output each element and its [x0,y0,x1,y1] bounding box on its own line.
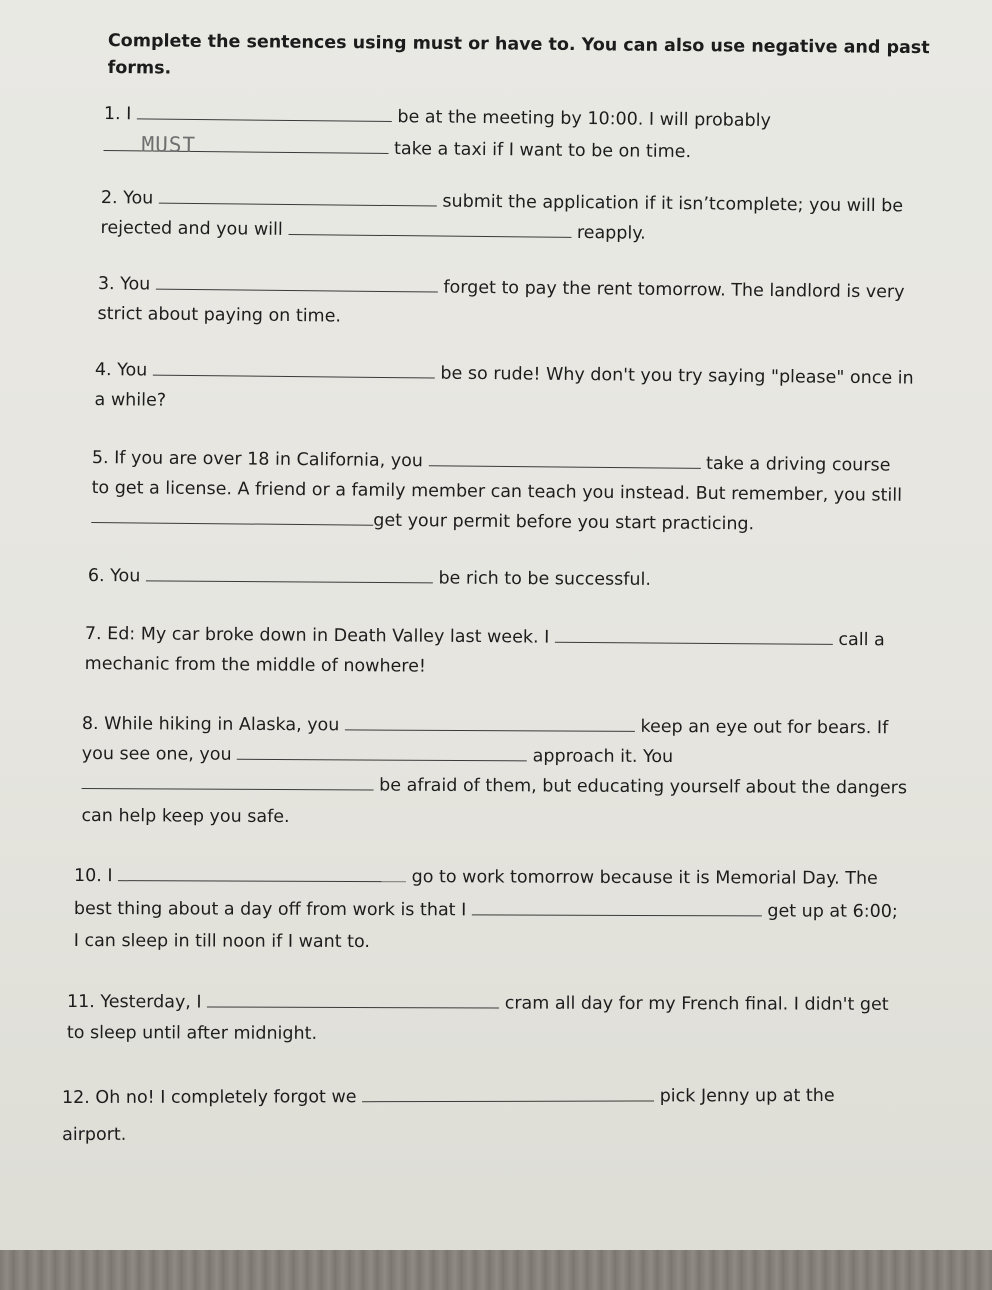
answer-blank[interactable] [118,880,406,882]
handwritten-answer: MUST [141,132,197,157]
answer-blank[interactable] [345,729,635,732]
table-surface [0,1250,992,1290]
sentence-line [101,188,903,216]
sentence-line [85,654,426,677]
sentence-text: keep an eye out for bears. If [634,716,889,739]
sentence-line [82,744,673,767]
sentence-text: approach it. You [527,746,674,768]
sentence-line [92,448,891,476]
sentence-line [85,624,885,650]
sentence-text: forget to pay the rent tomorrow. The landlord is very [437,277,905,303]
sentence-text: 11. Yesterday, I [66,992,208,1013]
sentence-text: go to work tomorrow because it is Memorial Day. The [406,867,878,889]
sentence-line [97,304,341,327]
sentence-text: 7. Ed: My car broke down in Death Valley last week. I [84,624,555,648]
sentence-line [62,1125,126,1145]
answer-blank[interactable] [146,580,433,583]
sentence-text: I can sleep in till noon if I want to. [73,930,371,953]
sentence-text: reapply. [571,222,646,244]
answer-blank[interactable] [153,375,435,379]
answer-blank[interactable] [362,1100,654,1102]
sentence-line [74,899,898,922]
sentence-text: 8. While hiking in Alaska, you [81,714,346,736]
answer-blank[interactable] [428,465,700,469]
sentence-text: take a taxi if I want to be on time. [388,138,692,163]
sentence-text: 12. Oh no! I completely forgot we [62,1087,363,1108]
sentence-text: cram all day for my French final. I didn't get [499,993,889,1015]
sentence-text: be rich to be successful. [432,568,652,590]
sentence-text: 5. If you are over 18 in California, you [91,448,429,472]
sentence-line [95,360,914,389]
sentence-text: take a driving course [700,453,891,476]
sentence-line [67,1023,317,1044]
sentence-line [100,218,645,244]
answer-blank[interactable] [555,642,833,645]
answer-blank[interactable] [91,522,373,526]
sentence-line [67,992,889,1015]
sentence-text: be at the meeting by 10:00. I will probably [391,107,772,131]
sentence-text: best thing about a day off from work is that I [73,898,472,921]
answer-blank[interactable] [207,1006,499,1008]
sentence-text: mechanic from the middle of nowhere! [84,653,427,677]
sentence-text: 3. You [97,274,156,295]
sentence-text: to get a license. A friend or a family member can teach you instead. But remember, you still [91,477,903,506]
sentence-text: 6. You [87,566,146,587]
answer-blank[interactable] [82,788,374,791]
sentence-text: get up at 6:00; [761,901,898,922]
answer-blank[interactable] [472,914,762,916]
sentence-line [98,274,905,302]
sentence-line [74,931,370,952]
sentence-line [91,508,754,534]
sentence-line [82,714,888,738]
answer-blank[interactable] [137,118,392,122]
sentence-text: 10. I [73,866,119,887]
sentence-text: call a [832,629,885,651]
sentence-text: can help keep you safe. [81,805,290,828]
sentence-line [92,478,903,506]
sentence-line [104,104,771,131]
answer-blank[interactable] [159,203,437,207]
sentence-text: pick Jenny up at the [654,1085,835,1107]
answer-blank[interactable] [288,234,571,238]
sentence-text: airport. [62,1124,127,1145]
sentence-text: strict about paying on time. [97,303,342,327]
sentence-text: rejected and you will [100,217,289,240]
sentence-line [74,866,878,889]
sentence-line [82,774,907,798]
sentence-text: you see one, you [81,743,238,765]
sentence-line [62,1086,835,1108]
sentence-text: 4. You [94,360,153,381]
instruction-text: Complete the sentences using must or have to. You can also use negative and past forms. [107,30,930,79]
sentence-line [88,566,651,590]
sentence-text: 1. I [103,104,137,125]
sentence-text: be afraid of them, but educating yourself about the dangers [373,775,908,799]
sentence-text: be so rude! Why don't you try saying "please" once in [434,363,914,389]
answer-blank[interactable] [237,759,527,762]
sentence-line [94,390,166,411]
sentence-line [81,806,289,827]
sentence-text: submit the application if it isn’tcomplete; you will be [436,191,904,217]
answer-blank[interactable] [156,289,438,293]
sentence-text: to sleep until after midnight. [66,1022,318,1044]
sentence-text: a while? [94,389,167,411]
sentence-text: get your permit before you start practicing. [373,510,755,535]
sentence-text: 2. You [100,188,159,209]
